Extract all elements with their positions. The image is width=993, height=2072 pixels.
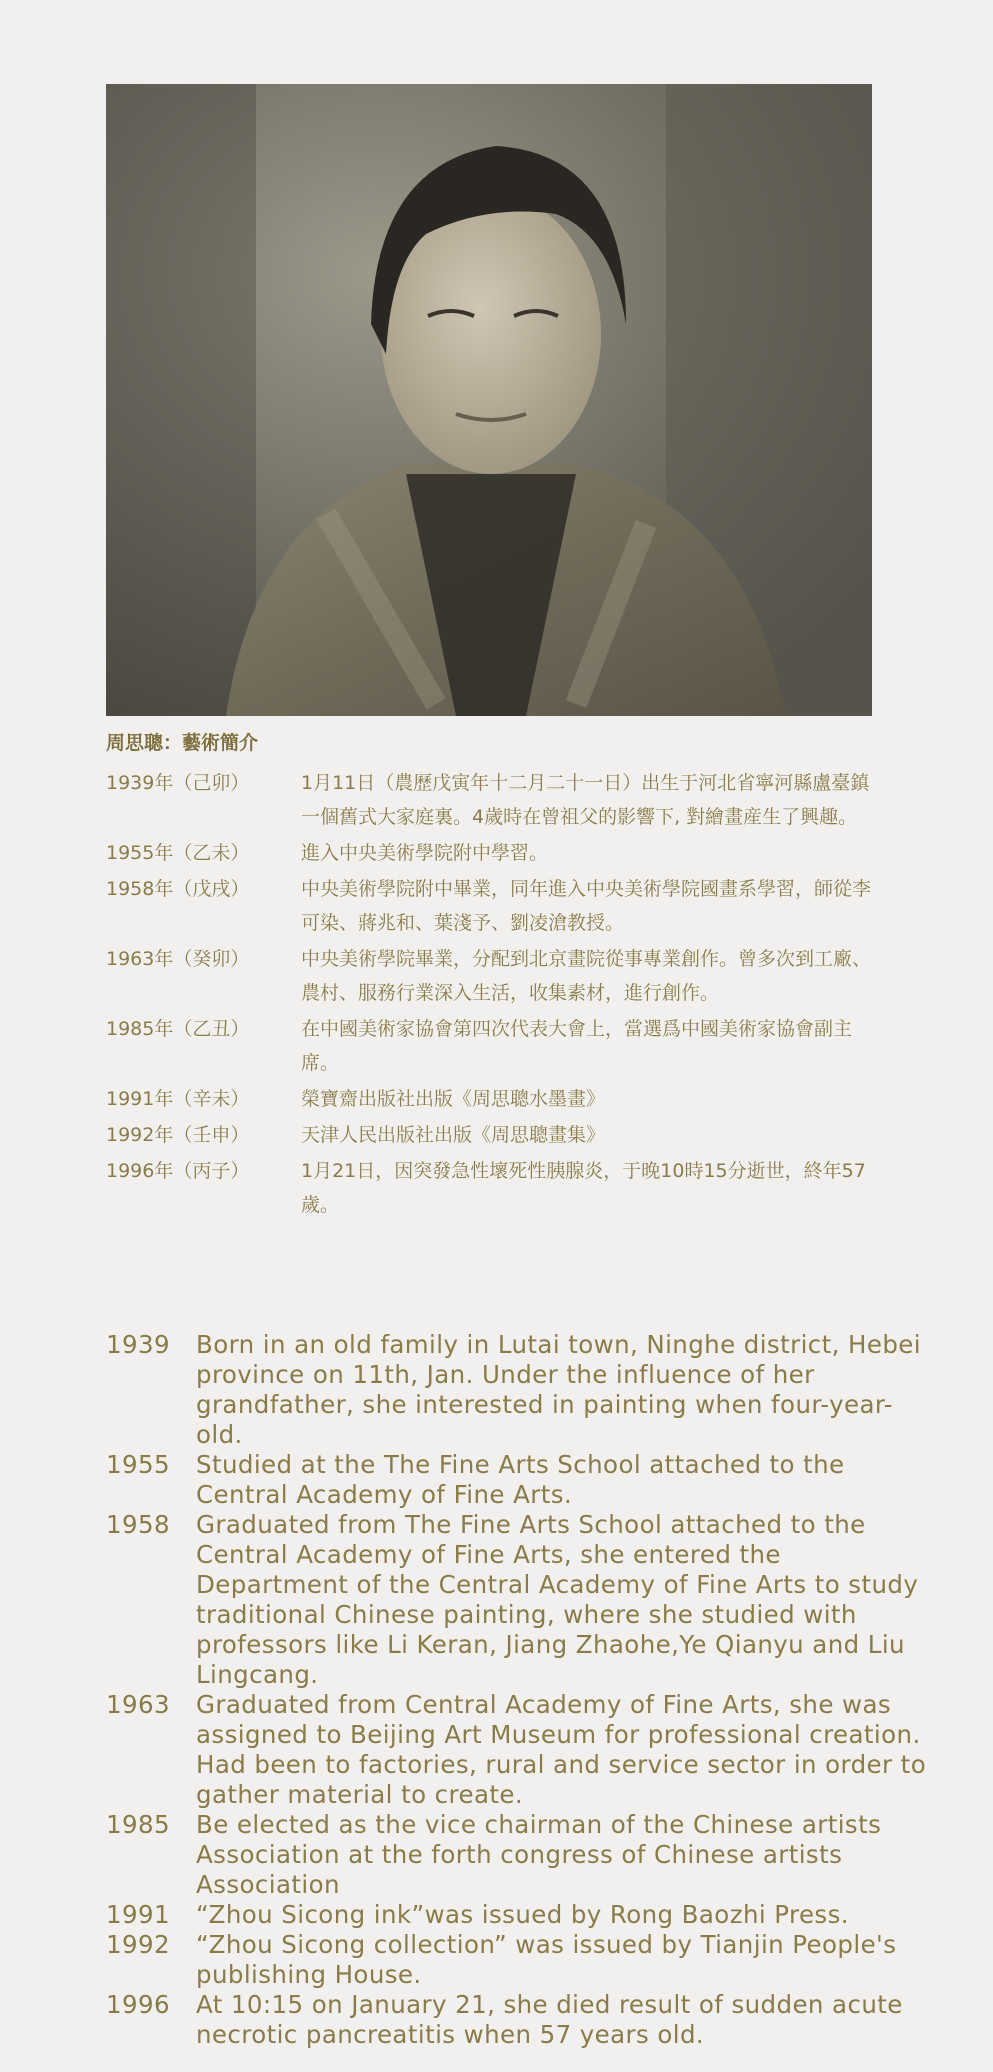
english-entry-text: Graduated from Central Academy of Fine Arts, she was assigned to Beijing Art Museum for professional creation. Had been to factories, rural and service sector in order to gather material to create. <box>196 1690 927 1809</box>
chinese-entry-text: 中央美術學院附中畢業，同年進入中央美術學院國畫系學習，師從李可染、蔣兆和、葉淺予、劉凌滄教授。 <box>301 878 872 934</box>
chinese-entry-year: 1996年（丙子） <box>106 1160 250 1182</box>
chinese-entry <box>106 1082 886 1116</box>
english-entry-year: 1992 <box>106 1930 170 1959</box>
english-entry-year: 1963 <box>106 1690 170 1719</box>
chinese-entry-text: 榮寶齋出版社出版《周思聰水墨畫》 <box>301 1088 606 1110</box>
portrait-illustration <box>106 84 872 716</box>
chinese-entry <box>106 836 886 870</box>
english-entry-text: Be elected as the vice chairman of the Chinese artists Association at the forth congress of Chinese artists Association <box>196 1810 882 1899</box>
english-entry <box>106 1510 936 1690</box>
english-entry <box>106 1450 936 1510</box>
english-entry-year: 1991 <box>106 1900 170 1929</box>
chinese-entry-text: 進入中央美術學院附中學習。 <box>301 842 549 864</box>
english-entry-year: 1955 <box>106 1450 170 1479</box>
chinese-entry-year: 1985年（乙丑） <box>106 1018 250 1040</box>
english-entry-year: 1996 <box>106 1990 170 2019</box>
english-entry-text: “Zhou Sicong ink”was issued by Rong Baozhi Press. <box>196 1900 849 1929</box>
english-entry <box>106 1330 936 1450</box>
english-entry <box>106 1900 936 1930</box>
chinese-entry-year: 1939年（己卯） <box>106 772 250 794</box>
chinese-entry-text: 中央美術學院畢業，分配到北京畫院從事專業創作。曾多次到工廠、農村、服務行業深入生活，收集素材，進行創作。 <box>301 948 872 1004</box>
chinese-entry-text: 1月11日（農歷戊寅年十二月二十一日）出生于河北省寧河縣盧臺鎮一個舊式大家庭裏。4歲時在曾祖父的影響下, 對繪畫産生了興趣。 <box>301 772 870 828</box>
english-chronology <box>106 1330 936 2050</box>
chinese-entry <box>106 872 886 940</box>
chinese-entry <box>106 766 886 834</box>
english-entry-text: Graduated from The Fine Arts School attached to the Central Academy of Fine Arts, she entered the Department of the Central Academy of Fine Arts to study traditional Chinese painting, where she studied with professors like Li Keran, Jiang Zhaohe,Ye Qianyu and Liu Lingcang. <box>196 1510 919 1689</box>
chinese-entry-text: 天津人民出版社出版《周思聰畫集》 <box>301 1124 606 1146</box>
english-entry-text: Studied at the The Fine Arts School attached to the Central Academy of Fine Arts. <box>196 1450 845 1509</box>
english-entry-text: At 10:15 on January 21, she died result of sudden acute necrotic pancreatitis when 57 years old. <box>196 1990 903 2049</box>
chinese-entry <box>106 1118 886 1152</box>
chinese-entry <box>106 1012 886 1080</box>
english-entry <box>106 1810 936 1900</box>
portrait-photo <box>106 84 872 716</box>
english-entry <box>106 1990 936 2050</box>
chinese-entry-year: 1991年（辛未） <box>106 1088 250 1110</box>
chinese-entry-year: 1963年（癸卯） <box>106 948 250 970</box>
english-entry-text: “Zhou Sicong collection” was issued by Tianjin People's publishing House. <box>196 1930 897 1989</box>
english-entry <box>106 1690 936 1810</box>
bio-title: 周思聰：藝術簡介 <box>106 732 259 754</box>
chinese-chronology <box>106 766 886 1224</box>
chinese-entry-year: 1955年（乙未） <box>106 842 250 864</box>
chinese-entry-text: 在中國美術家協會第四次代表大會上，當選爲中國美術家協會副主席。 <box>301 1018 853 1074</box>
english-entry-year: 1958 <box>106 1510 170 1539</box>
english-entry <box>106 1930 936 1990</box>
chinese-entry-year: 1958年（戊戌） <box>106 878 250 900</box>
english-entry-year: 1939 <box>106 1330 170 1359</box>
chinese-entry-text: 1月21日，因突發急性壞死性胰腺炎，于晚10時15分逝世，終年57歲。 <box>301 1160 866 1216</box>
chinese-entry-year: 1992年（壬申） <box>106 1124 250 1146</box>
english-entry-year: 1985 <box>106 1810 170 1839</box>
english-entry-text: Born in an old family in Lutai town, Ninghe district, Hebei province on 11th, Jan. Under the influence of her grandfather, she interested in painting when four-year-old. <box>196 1330 921 1449</box>
chinese-entry <box>106 942 886 1010</box>
chinese-entry <box>106 1154 886 1222</box>
